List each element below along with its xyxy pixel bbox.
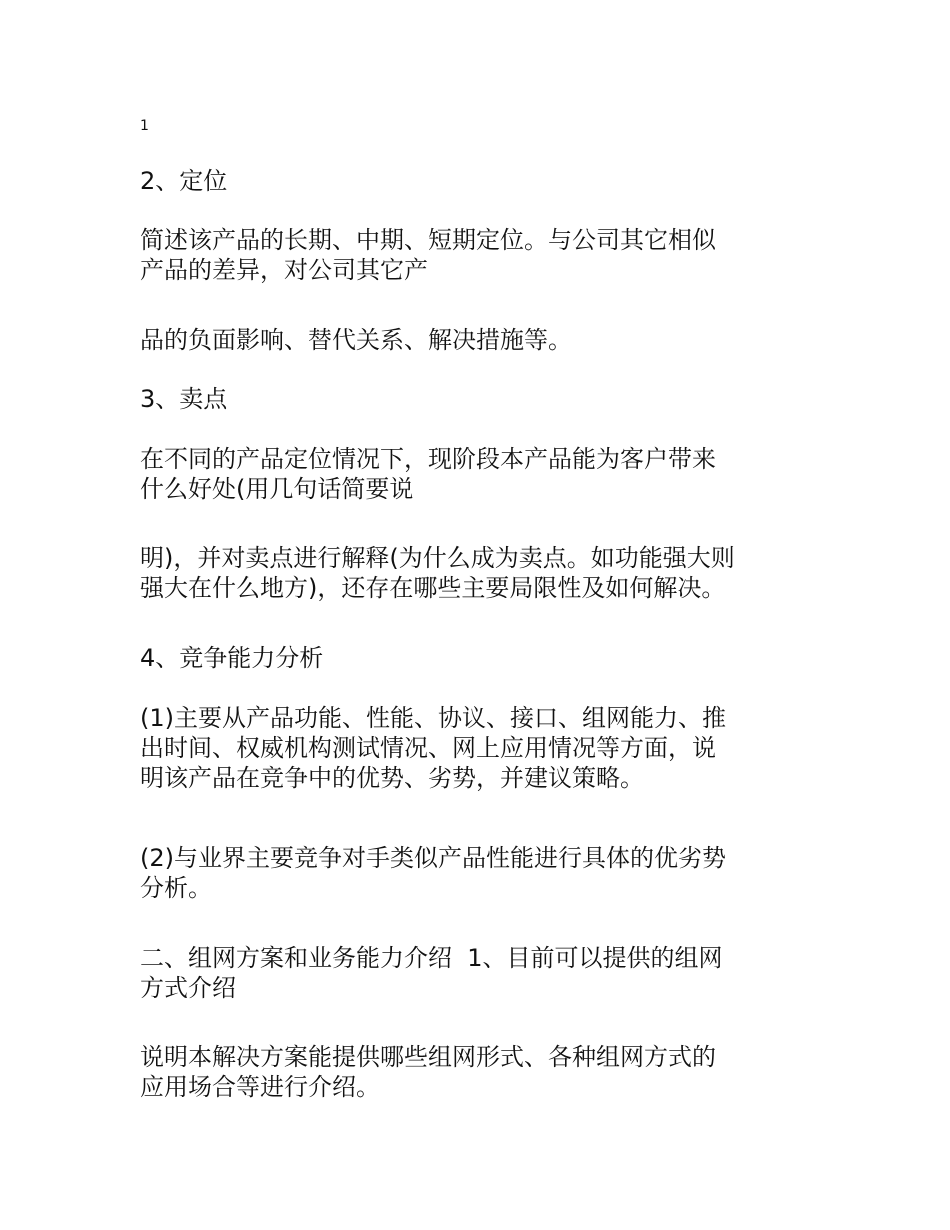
paragraph-selling-points: 在不同的产品定位情况下，现阶段本产品能为客户带来 什么好处(用几句话简要说 [140, 445, 716, 503]
paragraph-competitiveness-2: (2)与业界主要竞争对手类似产品性能进行具体的优劣势 分析。 [140, 844, 726, 902]
heading-positioning: 2、定位 [140, 167, 228, 195]
heading-networking-solution: 二、组网方案和业务能力介绍 1、目前可以提供的组网 方式介绍 [140, 944, 723, 1002]
paragraph-positioning-continued: 品的负面影响、替代关系、解决措施等。 [140, 326, 572, 354]
heading-selling-points: 3、卖点 [140, 385, 228, 413]
paragraph-networking-description: 说明本解决方案能提供哪些组网形式、各种组网方式的 应用场合等进行介绍。 [140, 1043, 716, 1101]
paragraph-selling-points-explanation: 明)，并对卖点进行解释(为什么成为卖点。如功能强大则 强大在什么地方)，还存在哪些主要局限性及如何解决。 [140, 544, 735, 602]
paragraph-positioning-description: 简述该产品的长期、中期、短期定位。与公司其它相似 产品的差异，对公司其它产 [140, 226, 716, 284]
paragraph-competitiveness-1: (1)主要从产品功能、性能、协议、接口、组网能力、推 出时间、权威机构测试情况、网上应用情况等方面，说 明该产品在竞争中的优势、劣势，并建议策略。 [140, 704, 726, 792]
heading-competitiveness: 4、竞争能力分析 [140, 644, 324, 672]
page-number: 1 [140, 118, 149, 134]
